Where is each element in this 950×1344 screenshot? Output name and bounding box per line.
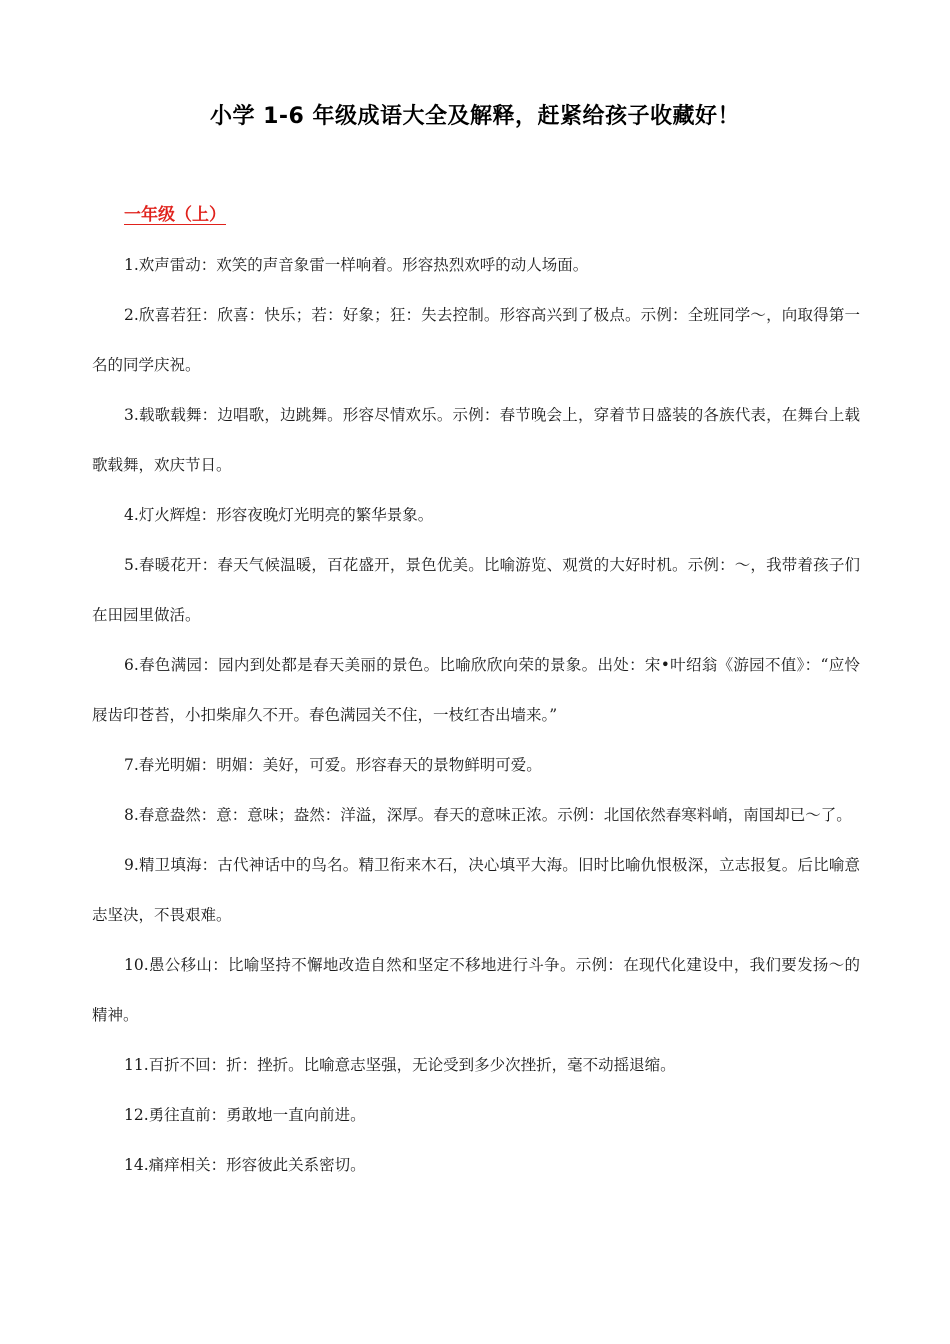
- idiom-entry: 8.春意盎然：意：意味；盎然：洋溢，深厚。春天的意味正浓。示例：北国依然春寒料峭，南国却已～了。: [124, 806, 852, 824]
- idiom-entry: 12.勇往直前：勇敢地一直向前进。: [124, 1106, 366, 1124]
- idiom-entry: 2.欣喜若狂：欣喜：快乐；若：好象；狂：失去控制。形容高兴到了极点。示例：全班同学～，向取得第一名的同学庆祝。: [92, 306, 860, 374]
- idiom-entry: 14.痛痒相关：形容彼此关系密切。: [124, 1156, 366, 1174]
- idiom-entry: 6.春色满园：园内到处都是春天美丽的景色。比喻欣欣向荣的景象。出处：宋•叶绍翁《游园不值》：“应怜屐齿印苍苔，小扣柴扉久不开。春色满园关不住，一枝红杏出墙来。”: [92, 656, 860, 724]
- section-heading: 一年级（上）: [124, 205, 226, 225]
- idiom-entry: 7.春光明媚：明媚：美好，可爱。形容春天的景物鲜明可爱。: [124, 756, 542, 774]
- idiom-entry: 9.精卫填海：古代神话中的鸟名。精卫衔来木石，决心填平大海。旧时比喻仇恨极深，立志报复。后比喻意志坚决，不畏艰难。: [92, 856, 860, 924]
- idiom-entry: 11.百折不回：折：挫折。比喻意志坚强，无论受到多少次挫折，毫不动摇退缩。: [124, 1056, 676, 1074]
- document-title: 小学 1-6 年级成语大全及解释，赶紧给孩子收藏好！: [209, 104, 741, 129]
- idiom-entry: 4.灯火辉煌：形容夜晚灯光明亮的繁华景象。: [124, 506, 434, 524]
- idiom-entry: 5.春暖花开：春天气候温暖，百花盛开，景色优美。比喻游览、观赏的大好时机。示例：～，我带着孩子们在田园里做活。: [92, 556, 860, 624]
- idiom-entry: 1.欢声雷动：欢笑的声音象雷一样响着。形容热烈欢呼的动人场面。: [124, 256, 589, 274]
- idiom-entry: 10.愚公移山：比喻坚持不懈地改造自然和坚定不移地进行斗争。示例：在现代化建设中，我们要发扬～的精神。: [92, 956, 860, 1024]
- idiom-entry: 3.载歌载舞：边唱歌，边跳舞。形容尽情欢乐。示例：春节晚会上，穿着节日盛装的各族代表，在舞台上载歌载舞，欢庆节日。: [92, 406, 860, 474]
- idiom-list: [92, 240, 860, 1190]
